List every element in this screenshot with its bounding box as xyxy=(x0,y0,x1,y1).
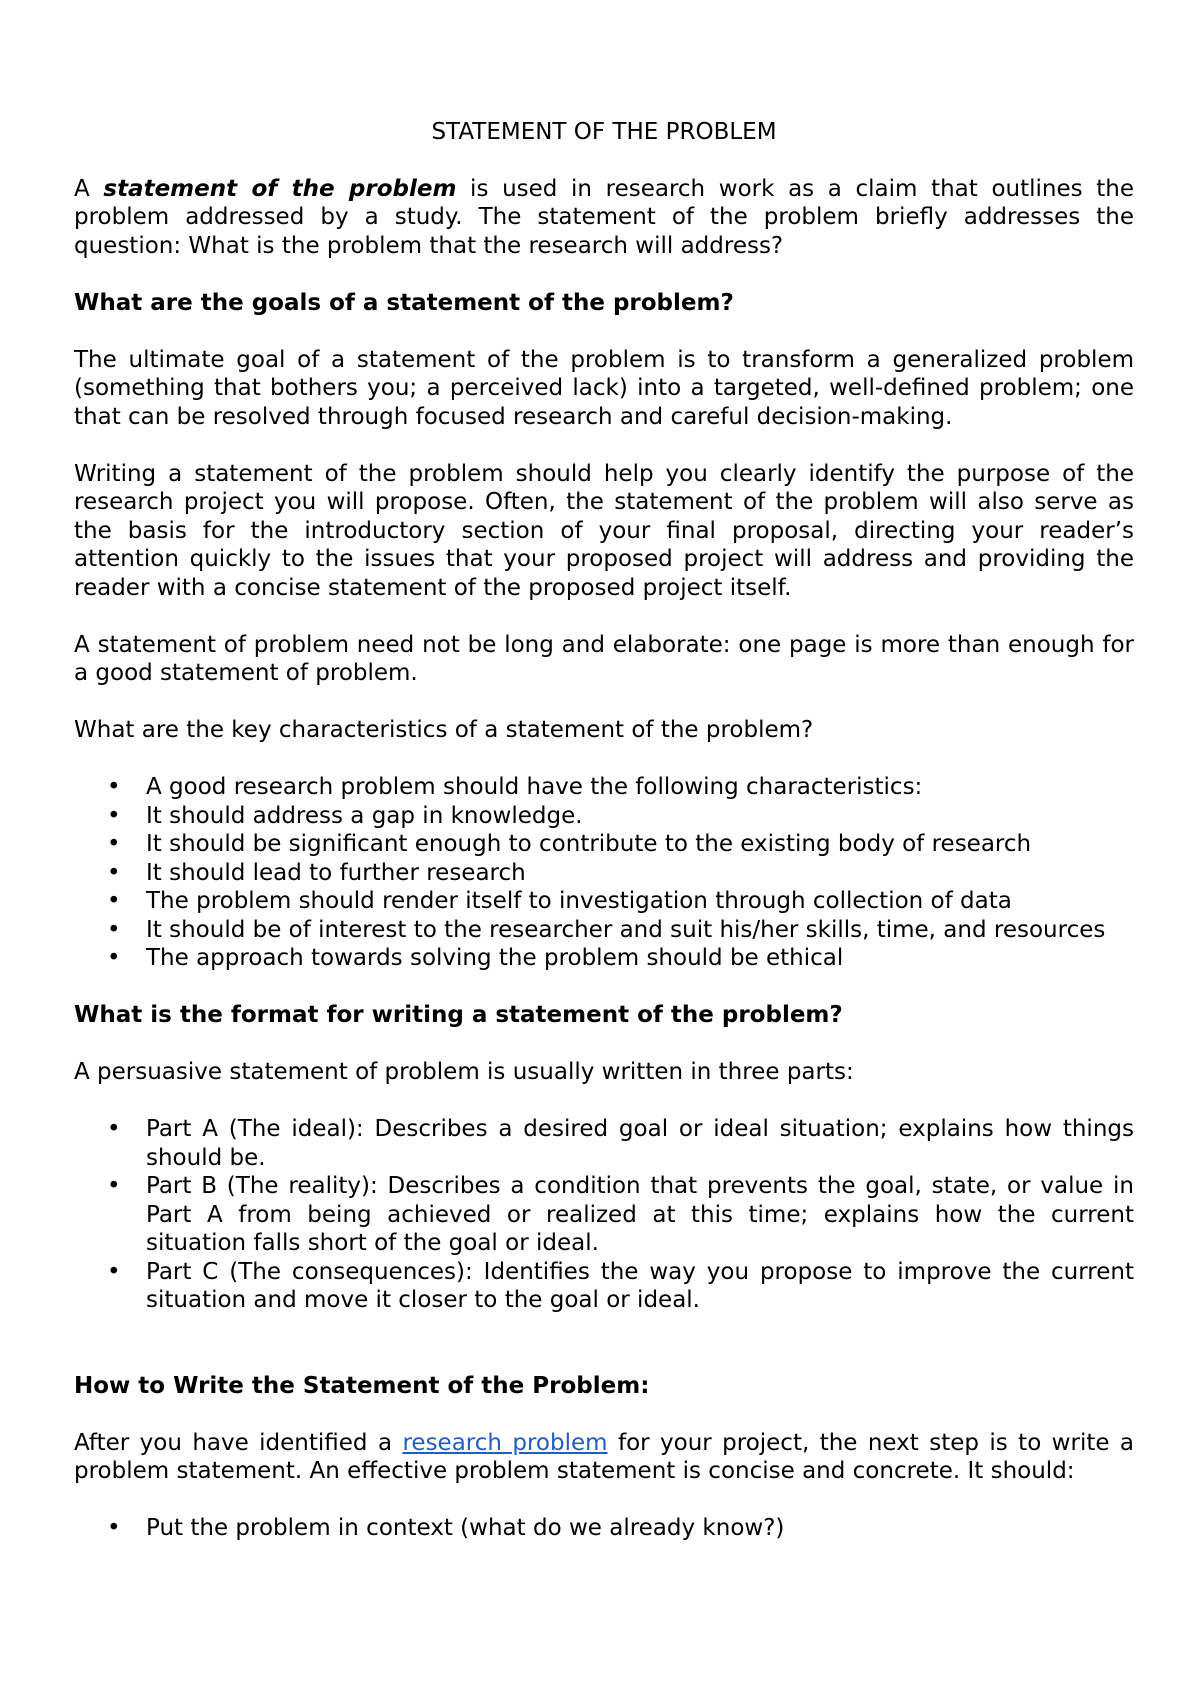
section-spacer xyxy=(74,1343,1134,1372)
format-intro: A persuasive statement of problem is usually written in three parts: xyxy=(74,1059,854,1085)
goals-paragraph-1: The ultimate goal of a statement of the problem is to transform a generalized problem (something that bothers you; a perceived lack) into a targeted, well-defined problem; one that can be resolved through focused research and careful decision-making. xyxy=(74,346,1134,430)
howto-heading: How to Write the Statement of the Problem: xyxy=(74,1372,650,1399)
list-item: • It should be significant enough to contribute to the existing body of research xyxy=(74,830,1134,859)
list-item: • It should be of interest to the researcher and suit his/her skills, time, and resources xyxy=(74,916,1134,945)
list-item: • A good research problem should have the following characteristics: xyxy=(74,773,1134,802)
howto-text-before: After you have identified a xyxy=(74,1429,403,1456)
intro-suffix: is used in research work as a claim that outlines the problem addressed by a study. The statement of the problem briefly addresses the question: What is the problem that the research will address? xyxy=(74,175,1134,259)
format-list xyxy=(74,1115,1134,1315)
list-item: • The problem should render itself to investigation through collection of data xyxy=(74,887,1134,916)
howto-list xyxy=(74,1514,1134,1543)
intro-paragraph xyxy=(74,175,1134,261)
howto-text-after: for your project, the next step is to write a problem statement. An effective problem statement is concise and concrete. It should: xyxy=(74,1429,1135,1484)
document-title: STATEMENT OF THE PROBLEM xyxy=(431,119,777,145)
list-item: • Part A (The ideal): Describes a desired goal or ideal situation; explains how things should be. xyxy=(74,1115,1134,1172)
research-problem-link[interactable]: research problem xyxy=(402,1429,608,1456)
list-item: • Put the problem in context (what do we already know?) xyxy=(74,1514,1134,1543)
intro-emphasis: statement of the problem xyxy=(103,175,457,202)
list-item: • Part C (The consequences): Identifies the way you propose to improve the current situation and move it closer to the goal or ideal. xyxy=(74,1258,1134,1315)
format-heading: What is the format for writing a statement of the problem? xyxy=(74,1002,843,1028)
howto-paragraph xyxy=(74,1429,1134,1486)
characteristics-question: What are the key characteristics of a statement of the problem? xyxy=(74,717,814,743)
characteristics-list xyxy=(74,773,1134,973)
goals-paragraph-2: Writing a statement of the problem should help you clearly identify the purpose of the research project you will propose. Often, the statement of the problem will also serve as the basis for the introductory section of your final proposal, directing your reader’s attention quickly to the issues that your proposed project will address and providing the reader with a concise statement of the proposed project itself. xyxy=(74,460,1134,601)
list-item: • The approach towards solving the problem should be ethical xyxy=(74,944,1134,973)
document-page xyxy=(74,118,1134,1571)
list-item: • It should lead to further research xyxy=(74,859,1134,888)
goals-heading: What are the goals of a statement of the problem? xyxy=(74,289,734,316)
list-item: • It should address a gap in knowledge. xyxy=(74,802,1134,831)
goals-paragraph-3: A statement of problem need not be long and elaborate: one page is more than enough for a good statement of problem. xyxy=(74,631,1134,686)
intro-prefix: A xyxy=(74,175,104,202)
list-item: • Part B (The reality): Describes a condition that prevents the goal, state, or value in Part A from being achieved or realized at this time; explains how the current situation falls short of the goal or ideal. xyxy=(74,1172,1134,1258)
